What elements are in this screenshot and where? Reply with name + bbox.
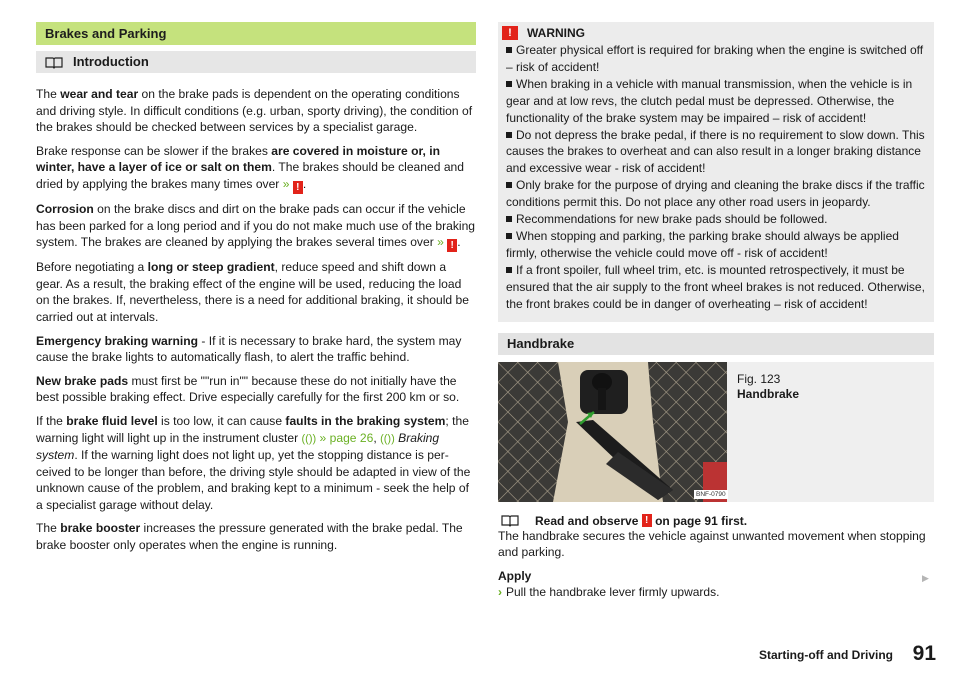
book-icon	[501, 514, 519, 527]
paragraph-wear: The wear and tear on the brake pads is dependent on the operating conditions and driving style. In difficult conditions (e.g. urban, sporty driving), the condition of the brakes should be checked between services by a specialist garage.	[36, 87, 473, 135]
page-footer	[700, 642, 936, 666]
warning-item: When stopping and parking, the parking brake should always be applied firmly, otherwise the vehicle could move off - risk of accident!	[506, 228, 899, 260]
warning-item: When braking in a vehicle with manual transmission, when the vehicle is in gear and at low revs, the clutch pedal must be depressed. Otherwise, the functionality of the brake system may be impaired – risk of accident!	[506, 76, 913, 125]
handbrake-heading: Handbrake	[498, 333, 934, 355]
read-observe: Read and observe ! on page 91 first.	[498, 514, 934, 528]
paragraph-moisture: Brake response can be slower if the brakes are covered in moisture or, in winter, have a layer of ice or salt on them. The brakes should be cleaned and dried by applying the brakes many times over » ! .	[36, 143, 464, 193]
bullet-icon	[506, 81, 512, 87]
warning-link[interactable]: »	[282, 176, 290, 191]
chevron-right-icon: ›	[498, 584, 502, 599]
intro-title: Introduction	[73, 54, 149, 69]
warning-box	[498, 22, 934, 322]
figure	[498, 362, 934, 502]
continue-arrow-icon: ▶	[922, 573, 929, 583]
page-link[interactable]: » page 26	[319, 430, 374, 445]
bullet-icon	[506, 216, 512, 222]
paragraph-emergency: Emergency braking warning - If it is necessary to brake hard, the system may cause the brake lights to automatically flash, to alert the traffic behind.	[36, 333, 462, 365]
warning-icon: !	[447, 239, 457, 252]
warning-item: Only brake for the purpose of drying and cleaning the brake discs if the traffic conditions permit this. Do not place any other road users in jeopardy.	[506, 178, 925, 210]
handbrake-text: The handbrake secures the vehicle against unwanted movement when stopping and parking.	[498, 528, 926, 560]
bullet-icon	[506, 132, 512, 138]
warning-icon: !	[293, 181, 303, 194]
paragraph-new-pads: New brake pads must first be ""run in"" because these do not initially have the best possible braking effect. Drive especially carefully for the first 200 km or so.	[36, 373, 460, 405]
paragraph-booster: The brake booster increases the pressure generated with the brake pedal. The brake booster only operates when the engine is running.	[36, 521, 463, 553]
warning-item: If a front spoiler, full wheel trim, etc. is mounted retrospectively, it must be ensured that the air supply to the front wheel brakes is not reduced. Otherwise, the front brakes could be in danger of overheating – risk of accident!	[506, 262, 925, 311]
paragraph-fluid: If the brake fluid level is too low, it can cause faults in the braking system; the warning light will light up in the instrument cluster (()) » page 26, (()) Braking system. If the warning light does not light up, yet the stopping distance is perceived to be longer than before, the driving style should be adapted in view of the unknown cause of the problem, and braking kept to a minimum - seek the help of a specialist garage without delay.	[36, 413, 471, 512]
warning-heading	[498, 24, 926, 42]
section-title: Brakes and Parking	[36, 22, 476, 45]
warning-item: Greater physical effort is required for braking when the engine is switched off – risk of accident!	[506, 43, 924, 74]
right-column	[498, 22, 934, 600]
handbrake-image	[498, 362, 727, 502]
book-icon	[45, 56, 63, 69]
bullet-icon	[506, 182, 512, 188]
bullet-icon	[506, 47, 512, 53]
paragraph-corrosion: Corrosion on the brake discs and dirt on the brake pads can occur if the vehicle has been parked for a long period and if you do not make much use of the braking system. The brakes are cleaned by applying the brakes several times over » ! .	[36, 201, 476, 252]
apply-step: › Pull the handbrake lever firmly upwards.	[498, 584, 720, 599]
warning-icon: !	[502, 26, 518, 40]
bullet-icon	[506, 267, 512, 273]
warning-icon[interactable]: !	[642, 514, 652, 527]
brake-warning-light-icon: (())	[301, 432, 317, 445]
page-number: 91	[912, 642, 936, 665]
apply-heading: Apply	[498, 568, 532, 583]
bullet-icon	[506, 233, 512, 239]
left-column	[36, 22, 476, 561]
figure-title: Handbrake	[737, 386, 800, 401]
figure-number: Fig. 123	[737, 371, 781, 386]
figure-caption	[737, 372, 799, 402]
paragraph-gradient: Before negotiating a long or steep gradient, reduce speed and shift down a gear. As a result, the braking effect of the engine will be used, reducing the load on the brakes. If, nevertheless, there is a need for additional braking, it should be carried out at intervals.	[36, 260, 469, 324]
warning-item: Recommendations for new brake pads should be followed.	[506, 211, 926, 228]
intro-heading	[36, 51, 476, 73]
brake-warning-light-icon: (())	[380, 432, 395, 445]
warning-item: Do not depress the brake pedal, if there is no requirement to slow down. This causes the brakes to overheat and can also result in a longer braking distance and excessive wear - risk of accident!	[506, 127, 925, 176]
warning-title: WARNING	[527, 26, 585, 40]
figure-code: BNF-0790	[696, 490, 726, 498]
footer-title: Starting-off and Driving	[759, 648, 893, 662]
warning-link[interactable]: »	[437, 235, 444, 250]
